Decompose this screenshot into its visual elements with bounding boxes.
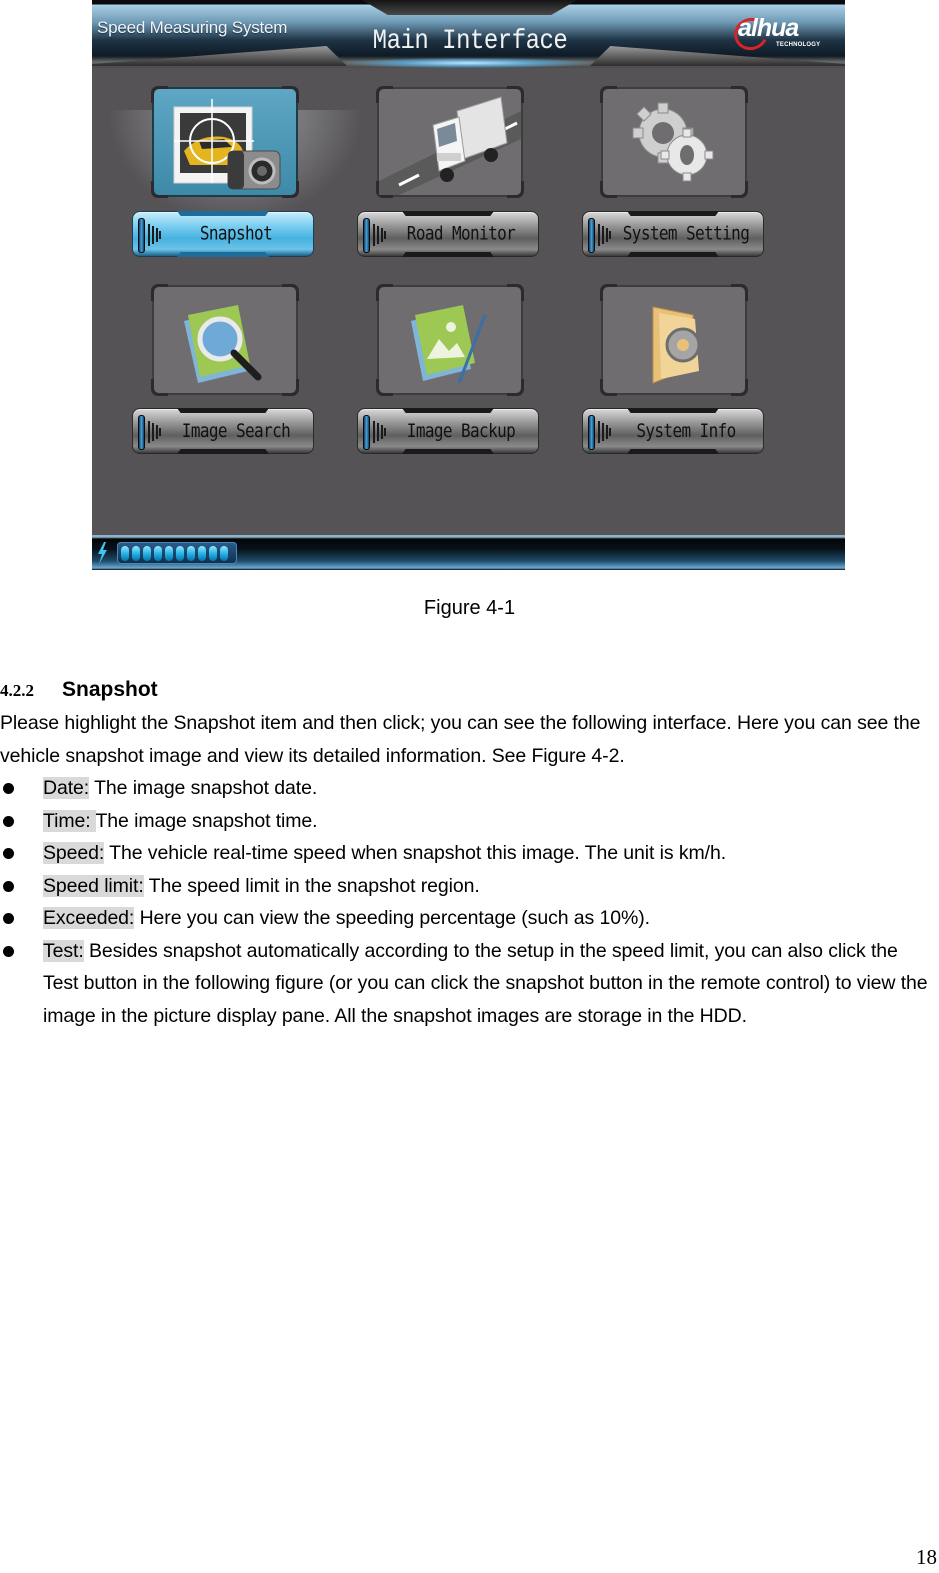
list-text: The image snapshot time. — [95, 809, 318, 832]
section-number: 4.2.2 — [0, 681, 34, 700]
system-info-button[interactable] — [582, 408, 764, 454]
page-number: 18 — [916, 1545, 937, 1569]
signal-ticks-icon — [148, 421, 162, 443]
list-item — [0, 837, 935, 870]
list-item — [0, 935, 935, 1033]
system-info-button-label: System Info — [636, 419, 736, 442]
road-monitor-button-label: Road Monitor — [406, 222, 516, 245]
list-term: Exceeded: — [43, 907, 135, 929]
intro-paragraph: Please highlight the Snapshot item and then click; you can see the following interface. Here you can see the vehicle snapshot image and view its detailed information. See Figure 4-2. — [0, 712, 921, 767]
image-magnifier-icon — [154, 287, 296, 393]
button-indicator — [363, 218, 370, 253]
image-backup-button-label: Image Backup — [406, 419, 516, 442]
header-bar — [92, 0, 845, 68]
header-wing-left — [92, 46, 347, 66]
list-item — [0, 870, 935, 903]
button-indicator — [588, 218, 595, 253]
list-text: The speed limit in the snapshot region. — [143, 874, 480, 897]
tile-snapshot[interactable] — [152, 87, 298, 197]
image-backup-button[interactable] — [357, 408, 539, 454]
system-setting-button[interactable] — [582, 211, 764, 257]
list-text: The image snapshot date. — [89, 777, 318, 799]
list-term: Speed limit: — [43, 874, 144, 897]
camera-photo-icon — [154, 89, 296, 195]
list-item — [0, 902, 935, 935]
bullet-icon — [3, 913, 14, 924]
status-bar — [92, 535, 845, 570]
list-term: Time: — [43, 809, 96, 832]
image-pen-icon — [379, 287, 521, 393]
snapshot-button-label: Snapshot — [199, 222, 273, 245]
field-list — [0, 772, 935, 1032]
signal-ticks-icon — [598, 224, 612, 246]
tile-system-info[interactable] — [601, 285, 747, 395]
list-text: The vehicle real-time speed when snapshot this image. The unit is km/h. — [104, 842, 727, 864]
bullet-icon — [3, 783, 14, 794]
button-indicator — [363, 415, 370, 450]
section-title: Snapshot — [62, 678, 158, 701]
bullet-icon — [3, 848, 14, 859]
gears-icon — [603, 89, 745, 195]
header-notch — [362, 0, 577, 15]
bullet-icon — [3, 816, 14, 827]
logo-brand-text: alhua — [738, 14, 799, 42]
tile-image-search[interactable] — [152, 285, 298, 395]
system-setting-button-label: System Setting — [622, 222, 750, 245]
signal-ticks-icon — [373, 421, 387, 443]
folder-gear-icon — [603, 287, 745, 393]
system-title: Speed Measuring System — [97, 18, 288, 37]
snapshot-button[interactable] — [132, 211, 314, 257]
main-interface-screenshot — [92, 0, 845, 570]
bullet-icon — [3, 881, 14, 892]
lightning-icon — [96, 542, 108, 564]
tile-image-backup[interactable] — [377, 285, 523, 395]
button-indicator — [588, 415, 595, 450]
button-indicator — [138, 415, 145, 450]
tile-road-monitor[interactable] — [377, 87, 523, 197]
progress-meter — [117, 542, 237, 564]
dahua-logo — [732, 14, 832, 54]
list-item — [0, 805, 935, 838]
signal-ticks-icon — [148, 224, 162, 246]
image-search-button[interactable] — [132, 408, 314, 454]
list-term: Speed: — [43, 842, 105, 864]
list-term: Test: — [43, 939, 84, 962]
figure-caption: Figure 4-1 — [423, 597, 516, 619]
signal-ticks-icon — [598, 421, 612, 443]
logo-tagline: TECHNOLOGY — [776, 42, 821, 48]
header-glow — [347, 58, 590, 68]
road-monitor-button[interactable] — [357, 211, 539, 257]
screen-title: Main Interface — [372, 25, 568, 58]
signal-ticks-icon — [373, 224, 387, 246]
list-text: Besides snapshot automatically according to the setup in the speed limit, you can also click the Test button in the following figure (or you can click the snapshot button in the remote control) to view the image in the picture display pane. All the snapshot images are storage in the HDD. — [43, 939, 928, 1027]
tile-system-setting[interactable] — [601, 87, 747, 197]
section-heading — [0, 678, 158, 702]
bullet-icon — [3, 946, 14, 957]
list-text: Here you can view the speeding percentage (such as 10%). — [134, 907, 650, 929]
list-item — [0, 772, 935, 805]
image-search-button-label: Image Search — [181, 419, 291, 442]
truck-road-icon — [379, 89, 521, 195]
list-term: Date: — [43, 777, 90, 799]
button-indicator — [138, 218, 145, 253]
